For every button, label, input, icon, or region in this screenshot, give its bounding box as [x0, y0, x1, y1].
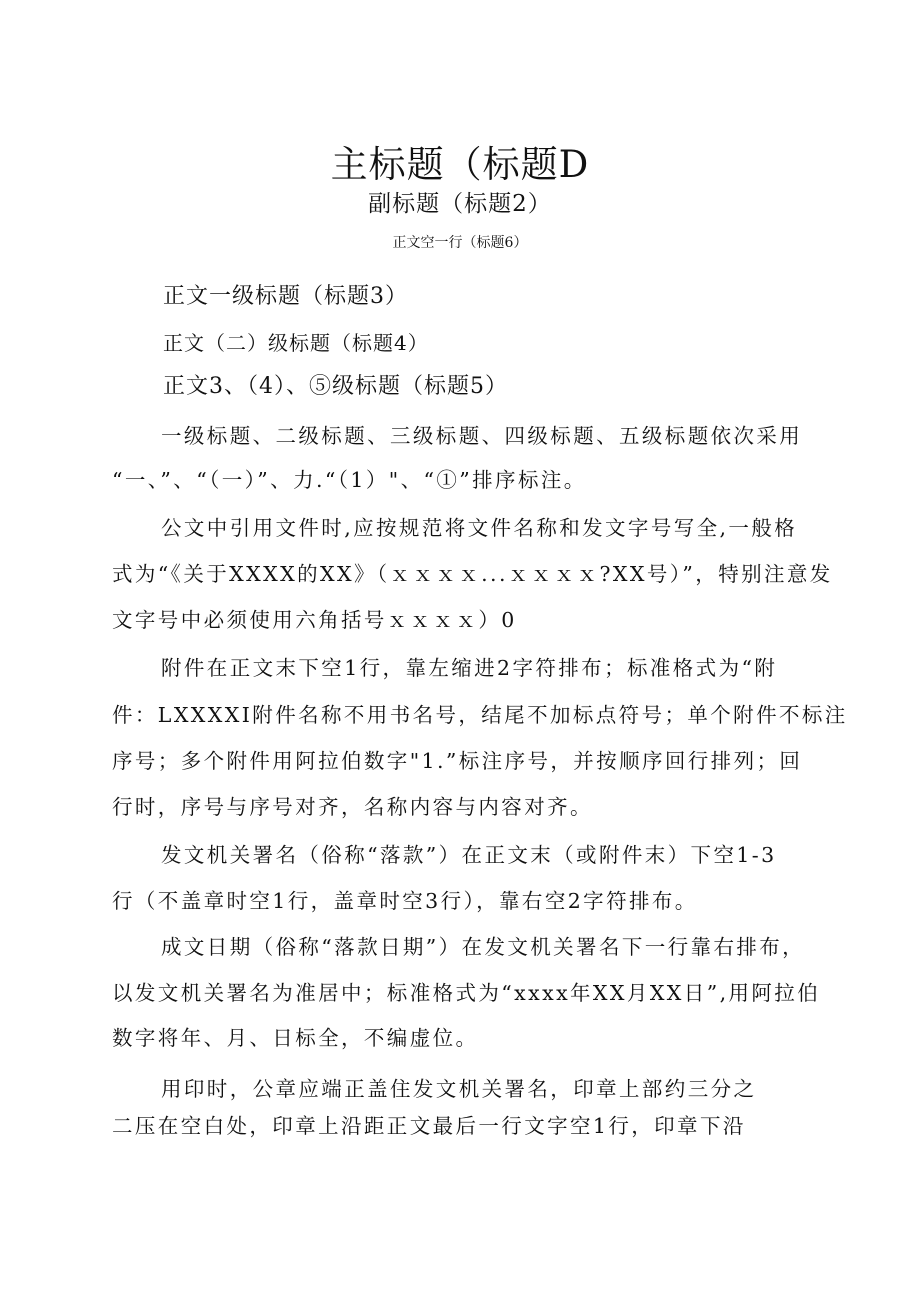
heading-level-2: 正文（二）级标题（标题4） — [163, 331, 429, 355]
paragraph-line: 序号；多个附件用阿拉伯数字"1.”标注序号，并按顺序回行排列；回 — [112, 749, 803, 773]
paragraph-line: 行（不盖章时空1行，盖章时空3行），靠右空2字符排布。 — [112, 889, 698, 913]
paragraph-line: 发文机关署名（俗称“落款”）在正文末（或附件末）下空1-3 — [161, 843, 777, 867]
paragraph-line: “一、”、“（一）”、力.“（1）"、“①”排序标注。 — [112, 468, 587, 492]
paragraph-line: 式为“《关于XXXX的XX》（ｘｘｘｘ...ｘｘｘｘ?XX号）”，特别注意发 — [112, 562, 833, 586]
paragraph-line: 一级标题、二级标题、三级标题、四级标题、五级标题依次采用 — [161, 424, 803, 448]
paragraph-line: 二压在空白处，印章上沿距正文最后一行文字空1行，印章下沿 — [112, 1114, 746, 1138]
paragraph-line: 公文中引用文件时,应按规范将文件名称和发文字号写全,一般格 — [161, 516, 798, 540]
blank-line-note: 正文空一行（标题6） — [392, 235, 528, 251]
heading-level-3: 正文3、（4）、⑤级标题（标题5） — [163, 374, 508, 399]
paragraph-line: 以发文机关署名为准居中；标准格式为“xxxx年XX月XX日”,用阿拉伯 — [112, 981, 821, 1005]
paragraph-line: 用印时，公章应端正盖住发文机关署名，印章上部约三分之 — [161, 1077, 757, 1101]
paragraph-line: 数字将年、月、日标全，不编虚位。 — [112, 1026, 479, 1050]
paragraph-line: 附件在正文末下空1行，靠左缩进2字符排布；标准格式为“附 — [161, 656, 778, 680]
paragraph-line: 件：LXXXXI附件名称不用书名号，结尾不加标点符号；单个附件不标注 — [112, 703, 848, 727]
paragraph-line: 文字号中必须使用六角括号ｘｘｘｘ）0 — [112, 608, 517, 632]
subtitle: 副标题（标题2） — [368, 191, 552, 217]
main-title: 主标题（标题D — [330, 143, 590, 186]
heading-level-1: 正文一级标题（标题3） — [163, 284, 408, 309]
paragraph-line: 行时，序号与序号对齐，名称内容与内容对齐。 — [112, 795, 593, 819]
paragraph-line: 成文日期（俗称“落款日期”）在发文机关署名下一行靠右排布， — [161, 935, 806, 959]
